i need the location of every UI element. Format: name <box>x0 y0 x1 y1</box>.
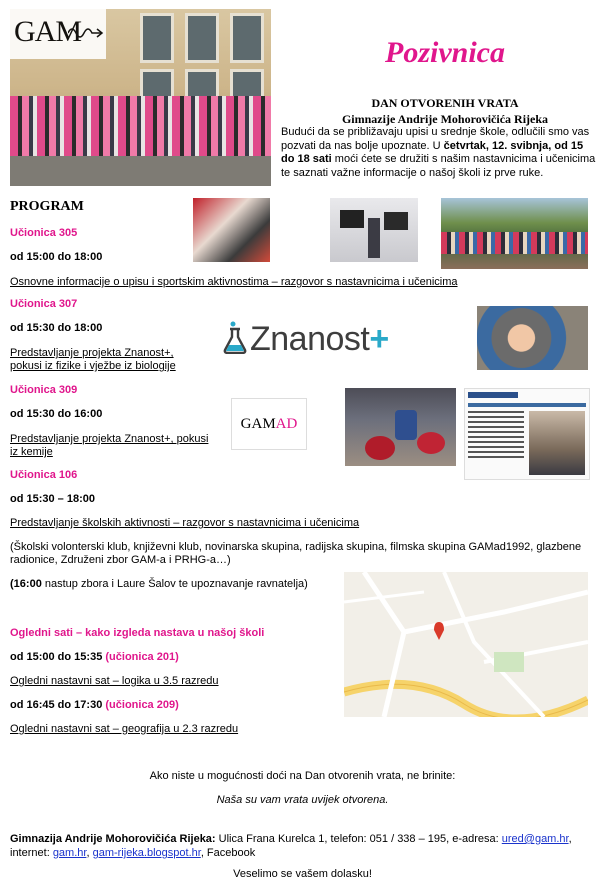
group-photo <box>10 9 271 186</box>
gamad-logo: GAMAD <box>231 398 307 450</box>
school-name: Gimnazije Andrije Mohorovičića Rijeka <box>341 112 549 126</box>
welcome-text: Veselimo se vašem dolasku! <box>233 868 372 880</box>
desc-309-line2: iz kemije <box>10 446 53 458</box>
experiment-photo <box>477 306 588 370</box>
desc-106: Predstavljanje školskih aktivnosti – razgovor s nastavnicima i učenicima <box>10 517 360 529</box>
ogledni-item-1-desc: Ogledni nastavni sat – logika u 3.5 razredu <box>10 675 219 687</box>
ogledni-item-1-time: od 15:00 do 15:35 (učionica 201) <box>10 651 179 663</box>
exhibition-photo <box>330 198 418 262</box>
website-link[interactable]: gam.hr <box>52 847 87 859</box>
gam-logo: GAM <box>10 9 106 59</box>
map-pin-icon <box>434 622 444 640</box>
brochures-photo <box>193 198 270 262</box>
room-305: Učionica 305 <box>10 227 78 239</box>
desc-305: Osnovne informacije o upisu i sportskim aktivnostima – razgovor s nastavnicima i učenicima <box>10 276 458 288</box>
desc-307-line2: pokusi iz fizike i vježbe iz biologije <box>10 360 176 372</box>
time-307: od 15:30 do 18:00 <box>10 322 103 334</box>
logo-arrow-icon <box>68 25 104 41</box>
group-outdoor-photo <box>441 198 588 269</box>
news-clipping <box>464 388 590 480</box>
email-link[interactable]: ured@gam.hr <box>501 833 569 845</box>
map-roads-icon <box>344 572 588 717</box>
room-309: Učionica 309 <box>10 384 78 396</box>
activities-line1: (Školski volonterski klub, književni klub, novinarska skupina, radijska skupina, filmska skupina GAMad1992, glazbene <box>10 541 582 553</box>
blog-link[interactable]: gam-rijeka.blogspot.hr <box>92 847 201 859</box>
znanost-logo: Znanost+ <box>222 320 389 359</box>
closing-line2: Naša su vam vrata uvijek otvorena. <box>216 794 389 806</box>
event-name: DAN OTVORENIH VRATA <box>371 96 519 110</box>
footer-contact: Gimnazija Andrije Mohorovičića Rijeka: Ulica Frana Kurelca 1, telefon: 051 / 338 – 195, e-adresa: ured@gam.hr, internet: gam.hr, gam-rijeka.blogspot.hr, Facebook <box>10 833 572 859</box>
flask-icon <box>222 320 248 354</box>
activities-line2: radionice, Združeni zbor GAM-a i PRHG-a…) <box>10 554 231 566</box>
program-heading: PROGRAM <box>10 199 84 214</box>
drummer-photo <box>345 388 456 466</box>
time-106: od 15:30 – 18:00 <box>10 493 95 505</box>
ogledni-item-2-desc: Ogledni nastavni sat – geografija u 2.3 razredu <box>10 723 239 735</box>
room-106: Učionica 106 <box>10 469 78 481</box>
location-map[interactable] <box>344 572 588 717</box>
choir-note: (16:00 nastup zbora i Laure Šalov te upoznavanje ravnatelja) <box>10 578 308 590</box>
intro-text: Budući da se približavaju upisi u srednje škole, odlučili smo vas pozvati da nas bolje upoznate. U četvrtak, 12. svibnja, od 15 do 18 sati moći ćete se družiti s našim nastavnicima i učenicima te saznati važne informacije o našoj školi iz prve ruke. <box>281 126 596 179</box>
closing-line1: Ako niste u mogućnosti doći na Dan otvorenih vrata, ne brinite: <box>149 770 456 782</box>
ogledni-heading: Ogledni sati – kako izgleda nastava u našoj školi <box>10 627 265 639</box>
time-309: od 15:30 do 16:00 <box>10 408 103 420</box>
time-305: od 15:00 do 18:00 <box>10 251 103 263</box>
page-title: Pozivnica <box>385 36 505 69</box>
ogledni-item-2-time: od 16:45 do 17:30 (učionica 209) <box>10 699 179 711</box>
room-307: Učionica 307 <box>10 298 78 310</box>
desc-309-line1: Predstavljanje projekta Znanost+, pokusi <box>10 433 209 445</box>
desc-307-line1: Predstavljanje projekta Znanost+, <box>10 347 174 359</box>
